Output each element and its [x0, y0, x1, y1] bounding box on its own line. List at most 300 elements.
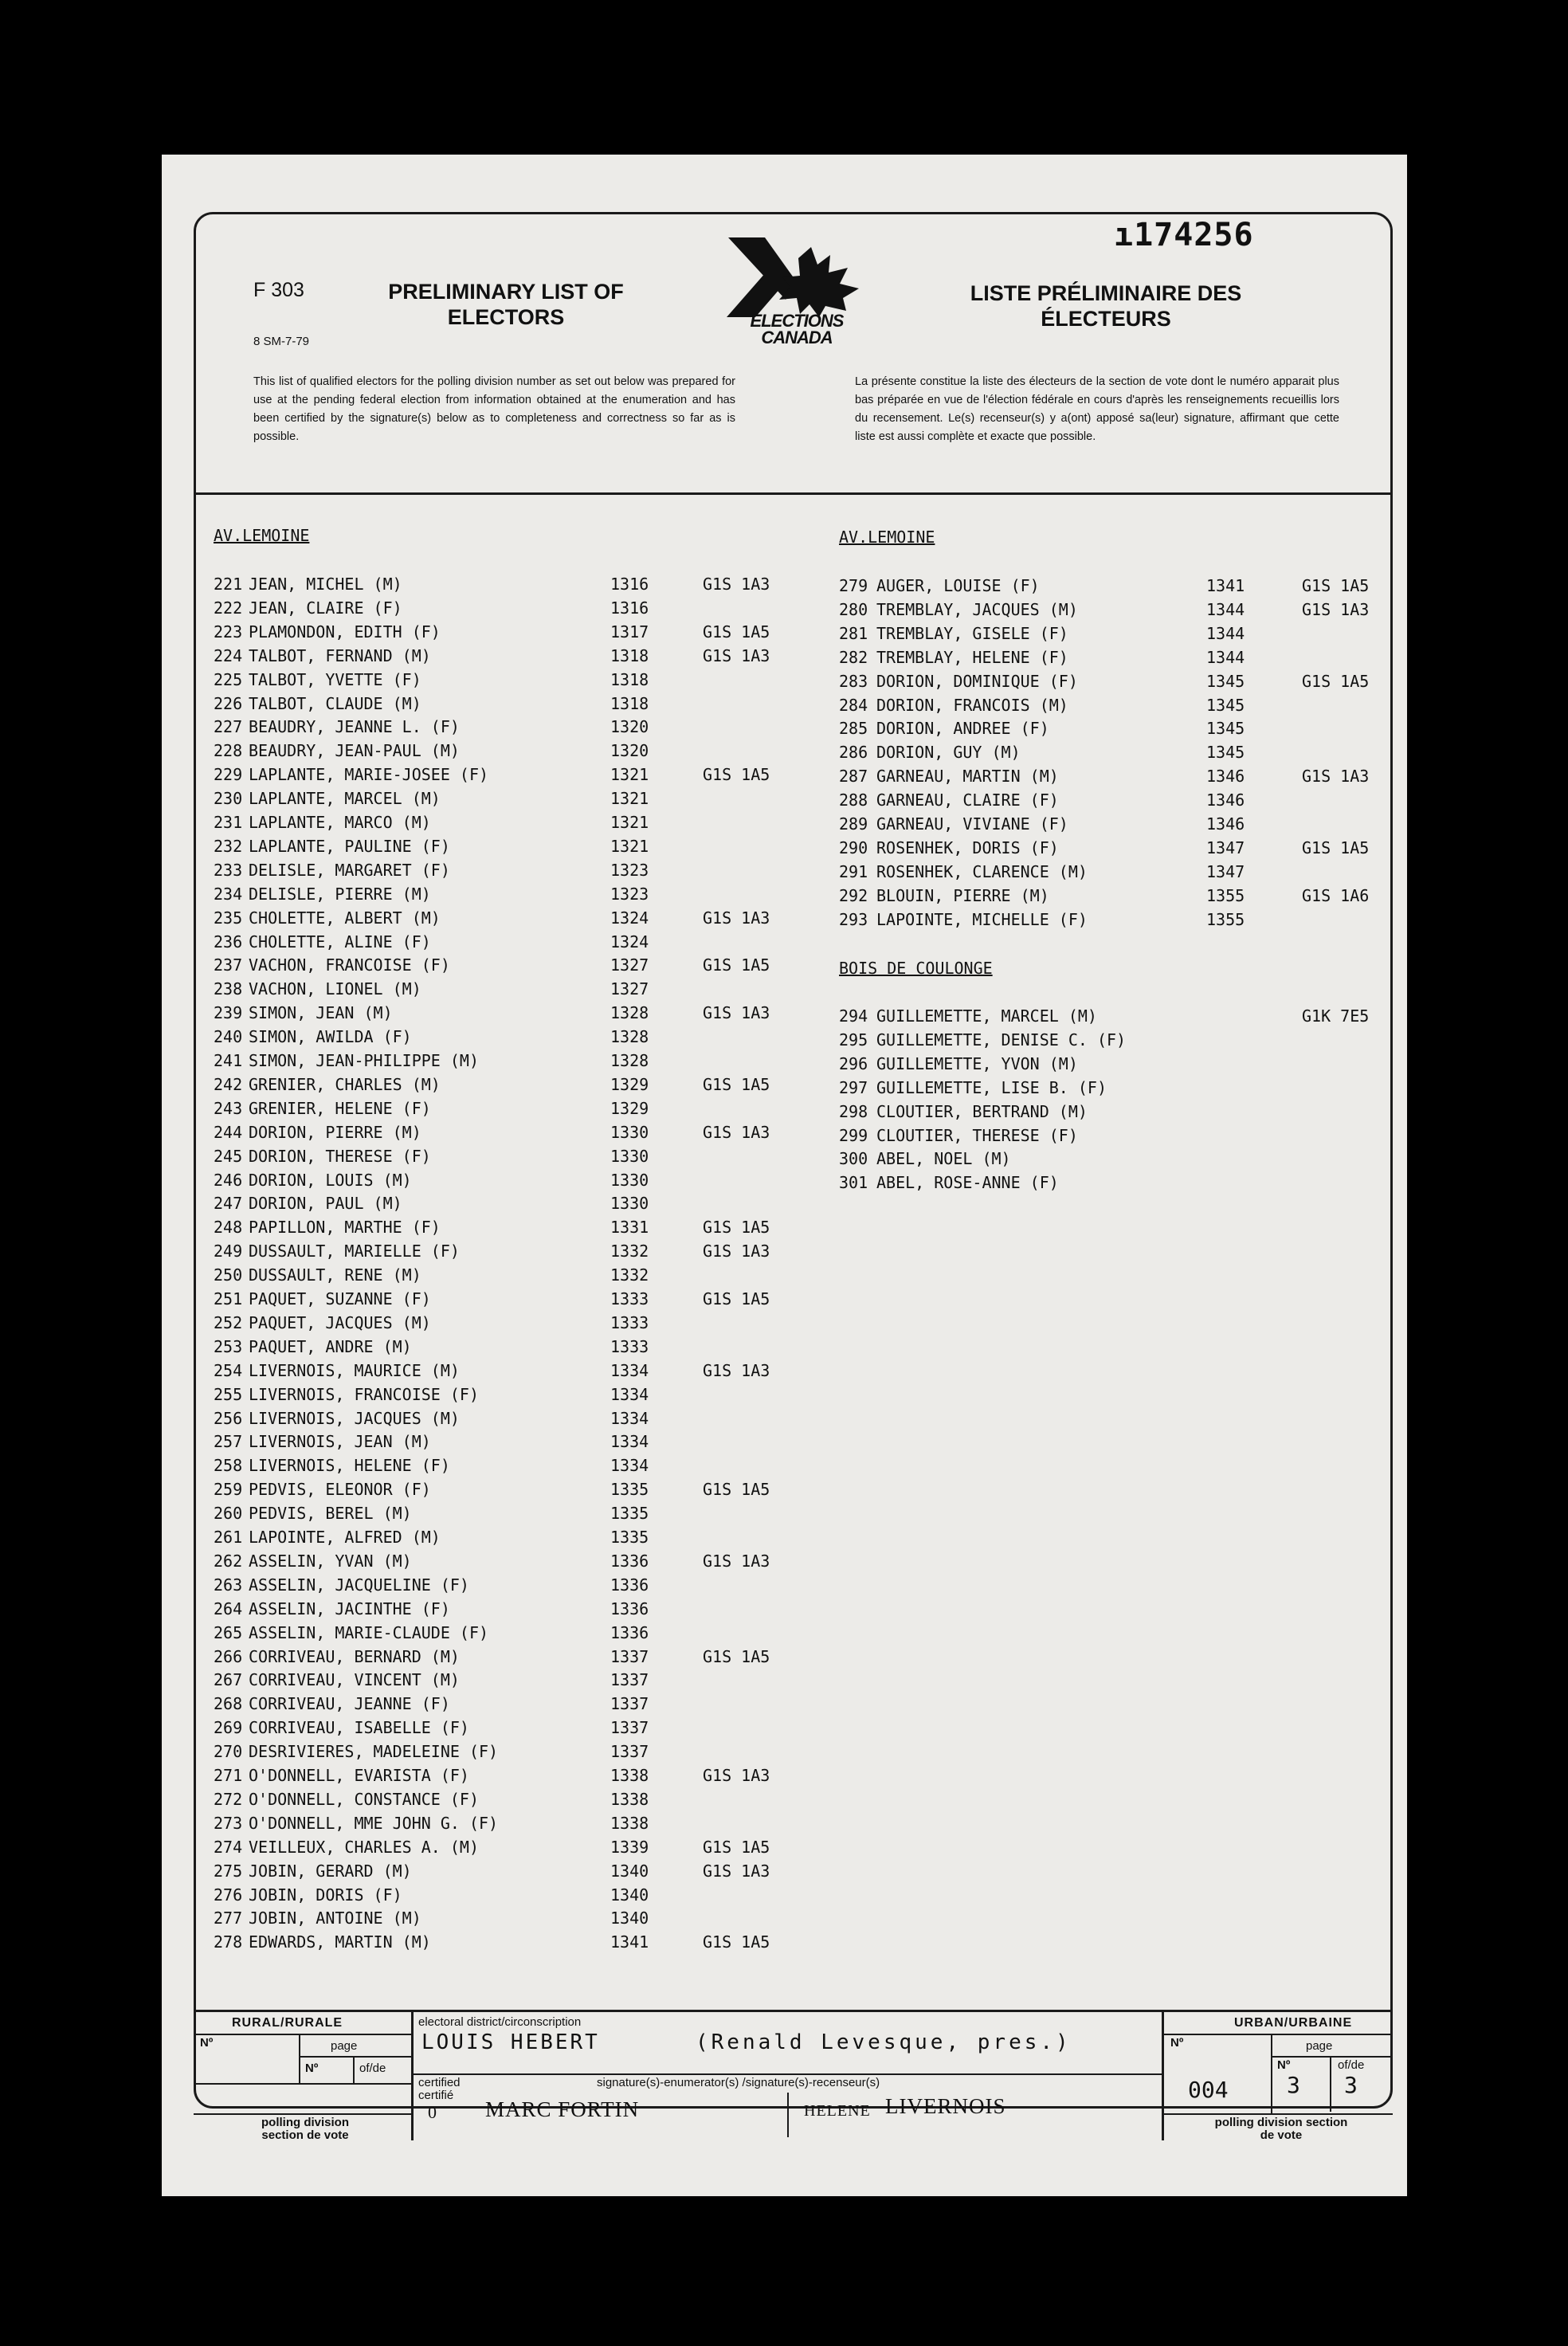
elector-number: 245	[214, 1146, 243, 1166]
civic-number: 1324	[610, 908, 649, 928]
civic-number: 1318	[610, 645, 649, 665]
elector-number: 290	[839, 838, 868, 857]
civic-number: 1316	[610, 575, 649, 594]
elector-name: VEILLEUX, CHARLES A. (M)	[249, 1837, 479, 1857]
elector-row	[0, 574, 1568, 598]
civic-number: 1331	[610, 1218, 649, 1238]
civic-number: 1347	[1206, 861, 1245, 881]
elector-number: 234	[214, 884, 243, 904]
enumerator-1-signature: MARC FORTIN	[485, 2097, 640, 2121]
title-english: PRELIMINARY LIST OF ELECTORS	[388, 280, 624, 329]
elector-number: 279	[839, 576, 868, 595]
civic-number: 1346	[1206, 790, 1245, 810]
civic-number: 1320	[610, 717, 649, 737]
civic-number: 1321	[610, 765, 649, 785]
elector-row	[0, 1763, 1568, 1787]
form-number: F 303	[253, 279, 304, 301]
elector-name: LAPOINTE, ALFRED (M)	[249, 1528, 441, 1547]
elector-row	[0, 1645, 1568, 1669]
elector-name: CORRIVEAU, ISABELLE (F)	[249, 1718, 469, 1738]
postal-code: G1S 1A3	[1302, 599, 1370, 619]
elector-row	[0, 1287, 1568, 1311]
elector-name: LIVERNOIS, JACQUES (M)	[249, 1408, 460, 1428]
civic-number: 1340	[610, 1861, 649, 1881]
elector-row	[0, 930, 1568, 954]
elector-name: ASSELIN, YVAN (M)	[249, 1551, 412, 1571]
elector-name: CHOLETTE, ALINE (F)	[249, 932, 431, 951]
elector-number: 266	[214, 1646, 243, 1666]
elector-number: 239	[214, 1003, 243, 1023]
elector-number: 255	[214, 1384, 243, 1404]
elector-number: 268	[214, 1694, 243, 1714]
civic-number: 1334	[610, 1360, 649, 1380]
civic-number: 1327	[610, 979, 649, 999]
elector-number: 259	[214, 1480, 243, 1500]
urban-label: URBAN/URBAINE	[1234, 2016, 1353, 2030]
elector-name: VACHON, FRANCOISE (F)	[249, 955, 450, 975]
signature-label: signature(s)-enumerator(s) /signature(s)-recenseur(s)	[597, 2076, 880, 2089]
elector-number: 282	[839, 647, 868, 667]
elector-name: DUSSAULT, RENE (M)	[249, 1265, 421, 1285]
elector-row	[0, 1501, 1568, 1525]
elector-row	[0, 1406, 1568, 1430]
elector-number: 227	[214, 717, 243, 737]
elector-number: 287	[839, 767, 868, 787]
elector-name: JOBIN, GERARD (M)	[249, 1861, 412, 1881]
postal-code: G1S 1A3	[703, 1551, 770, 1571]
civic-number: 1345	[1206, 719, 1245, 739]
urban-no-label: Nº	[1170, 2036, 1184, 2050]
elector-row	[0, 716, 1568, 740]
elector-row	[0, 836, 1568, 860]
elector-number: 271	[214, 1766, 243, 1785]
civic-number: 1328	[610, 1027, 649, 1047]
elector-name: TREMBLAY, HELENE (F)	[876, 647, 1068, 667]
elector-row	[0, 1811, 1568, 1835]
elector-row	[0, 1477, 1568, 1501]
elector-number: 256	[214, 1408, 243, 1428]
elector-row	[0, 1311, 1568, 1335]
district-extra: (Renald Levesque, pres.)	[696, 2030, 1072, 2054]
elector-number: 278	[214, 1932, 243, 1952]
postal-code: G1S 1A5	[703, 622, 770, 641]
form-date: 8 SM-7-79	[253, 335, 310, 348]
civic-number: 1336	[610, 1622, 649, 1642]
elector-name: DORION, PIERRE (M)	[249, 1122, 421, 1142]
civic-number: 1334	[610, 1432, 649, 1452]
elector-name: DORION, THERESE (F)	[249, 1146, 431, 1166]
civic-number: 1355	[1206, 885, 1245, 905]
postal-code: G1S 1A5	[1302, 838, 1370, 857]
elector-name: DORION, LOUIS (M)	[249, 1170, 412, 1190]
elector-row	[0, 598, 1568, 622]
elector-name: DELISLE, MARGARET (F)	[249, 860, 450, 880]
elector-number: 249	[214, 1242, 243, 1261]
elector-number: 237	[214, 955, 243, 975]
elector-name: PAPILLON, MARTHE (F)	[249, 1218, 441, 1238]
civic-number: 1339	[610, 1837, 649, 1857]
civic-number: 1337	[610, 1646, 649, 1666]
civic-number: 1323	[610, 884, 649, 904]
postal-code: G1S 1A3	[703, 575, 770, 594]
elector-name: TALBOT, YVETTE (F)	[249, 669, 421, 689]
elector-name: ROSENHEK, CLARENCE (M)	[876, 861, 1088, 881]
elector-number: 243	[214, 1098, 243, 1118]
elector-row	[0, 1147, 1568, 1171]
elector-number: 253	[214, 1336, 243, 1356]
postal-code: G1S 1A3	[703, 1242, 770, 1261]
elector-name: ABEL, ROSE-ANNE (F)	[876, 1173, 1059, 1193]
enumerator-2-last: LIVERNOIS	[885, 2094, 1006, 2118]
elector-row	[0, 884, 1568, 908]
rural-page-label: page	[331, 2039, 358, 2053]
civic-number: 1316	[610, 598, 649, 618]
elector-number: 225	[214, 669, 243, 689]
civic-number: 1327	[610, 955, 649, 975]
elector-name: ASSELIN, JACQUELINE (F)	[249, 1575, 469, 1595]
elector-name: EDWARDS, MARTIN (M)	[249, 1932, 431, 1952]
rural-of-label: of/de	[359, 2062, 386, 2075]
elector-row	[0, 1787, 1568, 1811]
elector-name: DORION, ANDREE (F)	[876, 719, 1049, 739]
elector-number: 264	[214, 1599, 243, 1618]
elector-row	[0, 860, 1568, 884]
postal-code: G1S 1A3	[703, 645, 770, 665]
postal-code: G1S 1A3	[703, 908, 770, 928]
urban-polling-label: polling division section de vote	[1214, 2116, 1348, 2142]
civic-number: 1335	[610, 1528, 649, 1547]
elector-number: 229	[214, 765, 243, 785]
elector-row	[0, 1597, 1568, 1621]
elector-name: GARNEAU, CLAIRE (F)	[876, 790, 1059, 810]
elector-number: 300	[839, 1149, 868, 1169]
elector-number: 238	[214, 979, 243, 999]
civic-number: 1337	[610, 1718, 649, 1738]
footer-block	[194, 2010, 1393, 2140]
elector-row	[0, 977, 1568, 1001]
elector-number: 240	[214, 1027, 243, 1047]
civic-number: 1341	[610, 1932, 649, 1952]
elector-number: 242	[214, 1074, 243, 1094]
civic-number: 1336	[610, 1575, 649, 1595]
elector-row	[0, 1621, 1568, 1645]
elector-name: TALBOT, CLAUDE (M)	[249, 693, 421, 713]
civic-number: 1344	[1206, 599, 1245, 619]
postal-code: G1S 1A5	[703, 1218, 770, 1238]
elector-row	[0, 1668, 1568, 1692]
civic-number: 1321	[610, 789, 649, 809]
civic-number: 1336	[610, 1599, 649, 1618]
civic-number: 1321	[610, 836, 649, 856]
elector-name: TREMBLAY, JACQUES (M)	[876, 599, 1078, 619]
elector-name: GUILLEMETTE, YVON (M)	[876, 1053, 1078, 1073]
postal-code: G1S 1A5	[703, 1646, 770, 1666]
civic-number: 1328	[610, 1003, 649, 1023]
elector-number: 247	[214, 1194, 243, 1214]
intro-english: This list of qualified electors for the polling division number as set out below was prepared for use at the pending federal election from information obtained at the enumeration and has been certified by the signature(s) below as to completeness and correctness so far as is possible.	[253, 375, 735, 443]
postal-code: G1S 1A3	[1302, 767, 1370, 787]
elector-name: O'DONNELL, MME JOHN G. (F)	[249, 1813, 499, 1833]
elector-row	[0, 1171, 1568, 1195]
elector-number: 258	[214, 1456, 243, 1476]
elector-number: 226	[214, 693, 243, 713]
elector-number: 263	[214, 1575, 243, 1595]
postal-code: G1S 1A3	[703, 1861, 770, 1881]
elector-row	[0, 1716, 1568, 1740]
elector-name: ABEL, NOEL (M)	[876, 1149, 1011, 1169]
elector-name: TREMBLAY, GISELE (F)	[876, 623, 1068, 643]
civic-number: 1344	[1206, 623, 1245, 643]
elector-number: 224	[214, 645, 243, 665]
civic-number: 1330	[610, 1122, 649, 1142]
postal-code: G1S 1A5	[703, 1074, 770, 1094]
elector-name: CHOLETTE, ALBERT (M)	[249, 908, 441, 928]
elector-row	[0, 788, 1568, 812]
elector-number: 280	[839, 599, 868, 619]
civic-number: 1320	[610, 741, 649, 761]
elector-number: 265	[214, 1622, 243, 1642]
elector-number: 267	[214, 1670, 243, 1690]
elector-name: BEAUDRY, JEANNE L. (F)	[249, 717, 460, 737]
elector-name: TALBOT, FERNAND (M)	[249, 645, 431, 665]
elector-row	[0, 1215, 1568, 1239]
postal-code: G1S 1A5	[703, 765, 770, 785]
elector-number: 260	[214, 1504, 243, 1524]
elector-name: DORION, DOMINIQUE (F)	[876, 671, 1078, 691]
civic-number: 1329	[610, 1074, 649, 1094]
rural-label: RURAL/RURALE	[232, 2016, 343, 2030]
elector-name: DESRIVIERES, MADELEINE (F)	[249, 1742, 499, 1762]
civic-number: 1355	[1206, 909, 1245, 929]
elector-number: 274	[214, 1837, 243, 1857]
elector-number: 246	[214, 1170, 243, 1190]
elector-name: GUILLEMETTE, DENISE C. (F)	[876, 1030, 1127, 1049]
elector-number: 277	[214, 1909, 243, 1928]
civic-number: 1318	[610, 669, 649, 689]
polling-division-number: 004	[1188, 2077, 1229, 2103]
elector-name: LAPLANTE, MARIE-JOSEE (F)	[249, 765, 489, 785]
elector-row	[0, 622, 1568, 645]
elector-number: 248	[214, 1218, 243, 1238]
elector-number: 250	[214, 1265, 243, 1285]
civic-number: 1329	[610, 1098, 649, 1118]
logo-text: ELECTIONS CANADA	[750, 311, 844, 347]
civic-number: 1328	[610, 1051, 649, 1070]
elector-name: PEDVIS, ELEONOR (F)	[249, 1480, 431, 1500]
elector-number: 222	[214, 598, 243, 618]
civic-number: 1335	[610, 1480, 649, 1500]
elector-number: 292	[839, 885, 868, 905]
elector-name: ROSENHEK, DORIS (F)	[876, 838, 1059, 857]
postal-code: G1S 1A5	[703, 1480, 770, 1500]
postal-code: G1S 1A5	[703, 955, 770, 975]
postal-code: G1S 1A5	[1302, 576, 1370, 595]
title-french: LISTE PRÉLIMINAIRE DES ÉLECTEURS	[970, 281, 1242, 331]
postal-code: G1S 1A3	[703, 1766, 770, 1785]
elector-name: DORION, PAUL (M)	[249, 1194, 402, 1214]
elector-row	[0, 1239, 1568, 1263]
civic-number: 1347	[1206, 838, 1245, 857]
elector-name: ASSELIN, JACINTHE (F)	[249, 1599, 450, 1618]
elector-row	[0, 669, 1568, 693]
urban-page-label: page	[1306, 2039, 1333, 2053]
civic-number: 1323	[610, 860, 649, 880]
postal-code: G1S 1A3	[703, 1122, 770, 1142]
civic-number: 1324	[610, 932, 649, 951]
elector-number: 275	[214, 1861, 243, 1881]
civic-number: 1340	[610, 1885, 649, 1905]
district-value: LOUIS HEBERT	[421, 2030, 600, 2054]
elector-name: SIMON, JEAN (M)	[249, 1003, 393, 1023]
elector-number: 291	[839, 861, 868, 881]
elector-row	[0, 693, 1568, 717]
elector-number: 284	[839, 695, 868, 715]
header-divider	[194, 492, 1393, 495]
civic-number: 1335	[610, 1504, 649, 1524]
elector-number: 296	[839, 1053, 868, 1073]
elector-number: 231	[214, 813, 243, 832]
elector-name: O'DONNELL, EVARISTA (F)	[249, 1766, 469, 1785]
elector-name: PEDVIS, BEREL (M)	[249, 1504, 412, 1524]
district-label: electoral district/circonscription	[418, 2015, 582, 2029]
elector-name: JOBIN, DORIS (F)	[249, 1885, 402, 1905]
civic-number: 1333	[610, 1312, 649, 1332]
postal-code: G1S 1A5	[703, 1837, 770, 1857]
civic-number: 1318	[610, 693, 649, 713]
rural-no-label: Nº	[200, 2036, 214, 2050]
elector-name: DUSSAULT, MARIELLE (F)	[249, 1242, 460, 1261]
certified-mark: 0	[428, 2102, 437, 2122]
street-heading: BOIS DE COULONGE	[839, 959, 993, 978]
elector-number: 233	[214, 860, 243, 880]
elector-number: 223	[214, 622, 243, 641]
elector-row	[0, 1028, 1568, 1052]
elector-number: 230	[214, 789, 243, 809]
civic-number: 1346	[1206, 767, 1245, 787]
elector-row	[0, 1052, 1568, 1076]
elector-name: GRENIER, HELENE (F)	[249, 1098, 431, 1118]
elector-number: 232	[214, 836, 243, 856]
elector-number: 272	[214, 1789, 243, 1809]
elector-number: 283	[839, 671, 868, 691]
elector-row	[0, 908, 1568, 932]
civic-number: 1330	[610, 1170, 649, 1190]
postal-code: G1S 1A5	[703, 1289, 770, 1308]
elector-number: 281	[839, 623, 868, 643]
civic-number: 1344	[1206, 647, 1245, 667]
elector-name: PLAMONDON, EDITH (F)	[249, 622, 441, 641]
postal-code: G1S 1A6	[1302, 885, 1370, 905]
elector-name: VACHON, LIONEL (M)	[249, 979, 421, 999]
postal-code: G1S 1A5	[703, 1932, 770, 1952]
civic-number: 1338	[610, 1766, 649, 1785]
civic-number: 1337	[610, 1694, 649, 1714]
civic-number: 1330	[610, 1146, 649, 1166]
civic-number: 1333	[610, 1289, 649, 1308]
civic-number: 1330	[610, 1194, 649, 1214]
elector-name: GARNEAU, MARTIN (M)	[876, 767, 1059, 787]
elector-row	[0, 1124, 1568, 1148]
civic-number: 1338	[610, 1789, 649, 1809]
elector-name: GRENIER, CHARLES (M)	[249, 1074, 441, 1094]
elector-number: 244	[214, 1122, 243, 1142]
elector-name: DELISLE, PIERRE (M)	[249, 884, 431, 904]
elector-name: GARNEAU, VIVIANE (F)	[876, 814, 1068, 834]
urban-page-no-label: Nº	[1277, 2058, 1291, 2072]
elector-number: 293	[839, 909, 868, 929]
elector-row	[0, 1549, 1568, 1573]
elector-name: SIMON, JEAN-PHILIPPE (M)	[249, 1051, 479, 1070]
elector-number: 236	[214, 932, 243, 951]
elector-name: BLOUIN, PIERRE (M)	[876, 885, 1049, 905]
elector-row	[0, 1740, 1568, 1763]
elector-name: LAPOINTE, MICHELLE (F)	[876, 909, 1088, 929]
elector-name: CORRIVEAU, BERNARD (M)	[249, 1646, 460, 1666]
civic-number: 1334	[610, 1408, 649, 1428]
elector-number: 276	[214, 1885, 243, 1905]
elector-name: LAPLANTE, MARCO (M)	[249, 813, 431, 832]
elector-name: LAPLANTE, MARCEL (M)	[249, 789, 441, 809]
page-number: 3	[1287, 2072, 1300, 2098]
elector-number: 298	[839, 1101, 868, 1121]
elector-name: SIMON, AWILDA (F)	[249, 1027, 412, 1047]
elector-name: JEAN, CLAIRE (F)	[249, 598, 402, 618]
elector-number: 241	[214, 1051, 243, 1070]
civic-number: 1341	[1206, 576, 1245, 595]
elector-number: 228	[214, 741, 243, 761]
elector-number: 221	[214, 575, 243, 594]
street-heading: AV.LEMOINE	[214, 526, 310, 545]
elector-row	[0, 1454, 1568, 1477]
elector-row	[0, 1383, 1568, 1406]
elector-number: 257	[214, 1432, 243, 1452]
elector-name: LIVERNOIS, HELENE (F)	[249, 1456, 450, 1476]
civic-number: 1334	[610, 1456, 649, 1476]
elector-row	[0, 1930, 1568, 1954]
postal-code: G1S 1A5	[1302, 671, 1370, 691]
elector-row	[0, 645, 1568, 669]
elector-row	[0, 1100, 1568, 1124]
elector-name: LIVERNOIS, MAURICE (M)	[249, 1360, 460, 1380]
elector-row	[0, 1906, 1568, 1930]
elector-name: GUILLEMETTE, MARCEL (M)	[876, 1006, 1097, 1026]
elector-row	[0, 1335, 1568, 1359]
civic-number: 1345	[1206, 695, 1245, 715]
civic-number: 1345	[1206, 671, 1245, 691]
elector-number: 295	[839, 1030, 868, 1049]
elector-row	[0, 1004, 1568, 1028]
elector-name: CLOUTIER, BERTRAND (M)	[876, 1101, 1088, 1121]
certified-label: certified certifié	[418, 2076, 461, 2102]
elector-name: JEAN, MICHEL (M)	[249, 575, 402, 594]
intro-french: La présente constitue la liste des électeurs de la section de vote dont le numéro apparait plus bas préparée en vue de l'élection fédérale en cours d'après les renseignements recueillis lors du recensement. Le(s) recenseur(s) y a(ont) apposé sa(leur) signature, affirmant que cette liste est aussi complète et exacte que possible.	[855, 375, 1339, 443]
elector-name: LAPLANTE, PAULINE (F)	[249, 836, 450, 856]
elector-name: O'DONNELL, CONSTANCE (F)	[249, 1789, 479, 1809]
elector-name: CLOUTIER, THERESE (F)	[876, 1125, 1078, 1145]
elector-row	[0, 1263, 1568, 1287]
elector-row	[0, 1859, 1568, 1883]
postal-code: G1S 1A3	[703, 1360, 770, 1380]
elector-name: DORION, GUY (M)	[876, 743, 1021, 763]
elector-row	[0, 1430, 1568, 1454]
elector-row	[0, 1076, 1568, 1100]
elector-row	[0, 953, 1568, 977]
elector-row	[0, 812, 1568, 836]
elector-name: PAQUET, ANDRE (M)	[249, 1336, 412, 1356]
elector-number: 273	[214, 1813, 243, 1833]
civic-number: 1337	[610, 1742, 649, 1762]
elector-row	[0, 1359, 1568, 1383]
